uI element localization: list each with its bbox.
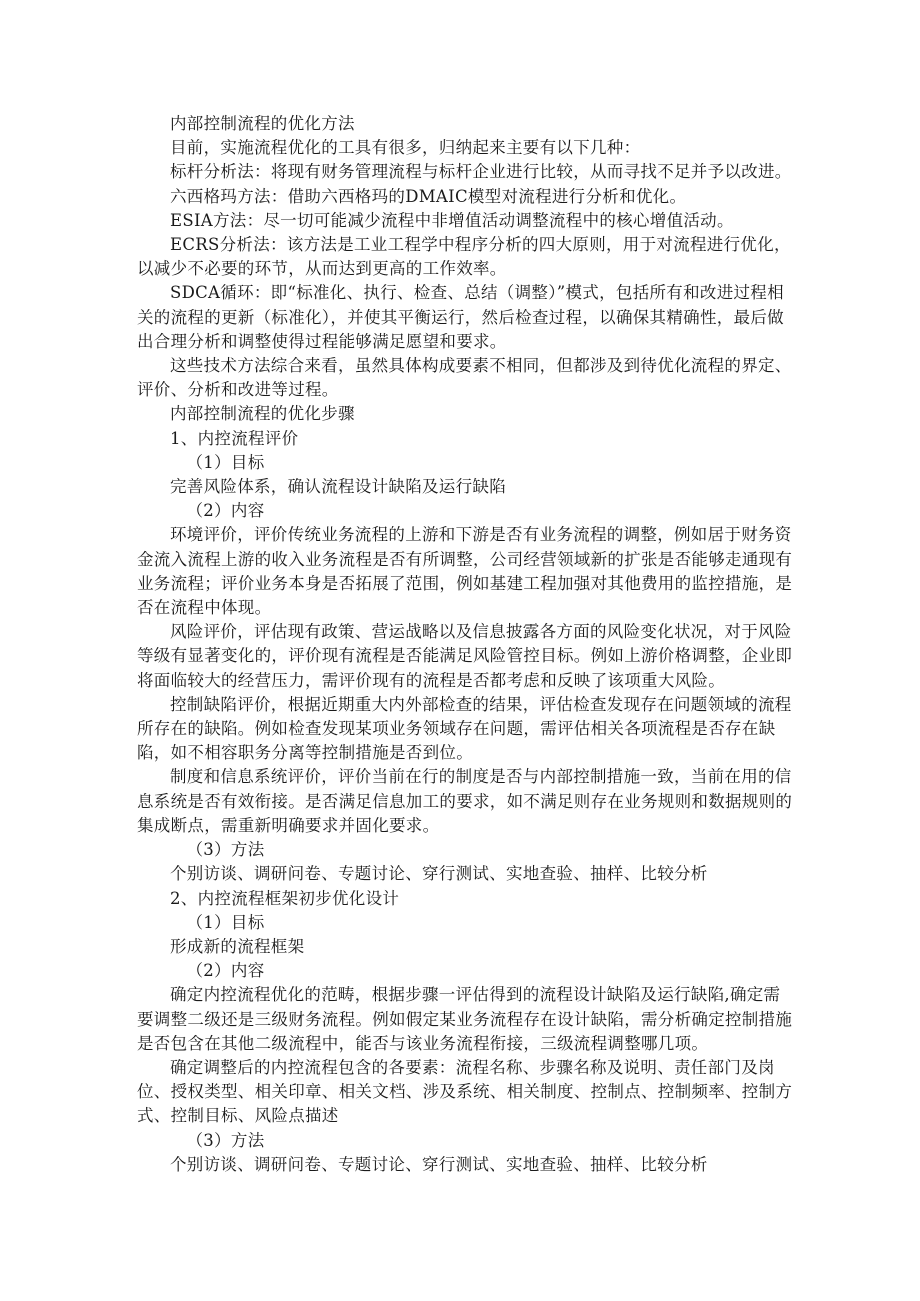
paragraph-sdca: SDCA循环：即“标准化、执行、检查、总结（调整）”模式，包括所有和改进过程相关的流程的更新（标准化），并使其平衡运行，然后检查过程，以确保其精确性，最后做出合理分析和调整使得过程能够满足愿望和要求。 <box>137 283 784 351</box>
document-body <box>137 112 797 1177</box>
step2-method-label: （3）方法 <box>186 1130 265 1150</box>
step2-paragraph-elements: 确定调整后的内控流程包含的各要素：流程名称、步骤名称及说明、责任部门及岗位、授权类型、相关印章、相关文档、涉及系统、相关制度、控制点、控制频率、控制方式、控制目标、风险点描述 <box>137 1057 793 1126</box>
step2-paragraph-scope: 确定内控流程优化的范畴，根据步骤一评估得到的流程设计缺陷及运行缺陷,确定需要调整二级还是三级财务流程。例如假定某业务流程存在设计缺陷，需分析确定控制措施是否包含在其他二级流程中，能否与该业务流程衔接，三级流程调整哪几项。 <box>137 985 793 1053</box>
step1-title: 1、内控流程评价 <box>170 428 299 448</box>
step2-goal-text: 形成新的流程框架 <box>170 936 305 956</box>
step1-goal-label: （1）目标 <box>186 452 265 472</box>
paragraph-esia: ESIA方法：尽一切可能减少流程中非增值活动调整流程中的核心增值活动。 <box>170 210 734 230</box>
step1-method-text: 个别访谈、调研问卷、专题讨论、穿行测试、实地查验、抽样、比较分析 <box>170 864 708 884</box>
step2-content-label: （2）内容 <box>186 961 265 981</box>
paragraph-benchmark: 标杆分析法：将现有财务管理流程与标杆企业进行比较，从而寻找不足并予以改进。 <box>170 162 792 182</box>
step2-title: 2、内控流程框架初步优化设计 <box>170 888 400 908</box>
step2-method-text: 个别访谈、调研问卷、专题讨论、穿行测试、实地查验、抽样、比较分析 <box>170 1154 708 1174</box>
step1-goal-text: 完善风险体系，确认流程设计缺陷及运行缺陷 <box>170 477 506 497</box>
step1-paragraph-risk: 风险评价，评估现有政策、营运战略以及信息披露各方面的风险变化状况，对于风险等级有显著变化的，评价现有流程是否能满足风险管控目标。例如上游价格调整，企业即将面临较大的经营压力，需评价现有的流程是否都考虑和反映了该项重大风险。 <box>137 622 793 690</box>
step1-paragraph-defect: 控制缺陷评价，根据近期重大内外部检查的结果，评估检查发现存在问题领域的流程所存在的缺陷。例如检查发现某项业务领域存在问题，需评估相关各项流程是否存在缺陷，如不相容职务分离等控制措施是否到位。 <box>137 694 792 763</box>
paragraph-summary: 这些技术方法综合来看，虽然具体构成要素不相同，但都涉及到待优化流程的界定、评价、分析和改进等过程。 <box>137 356 792 400</box>
paragraph-ecrs: ECRS分析法：该方法是工业工程学中程序分析的四大原则，用于对流程进行优化，以减少不必要的环节，从而达到更高的工作效率。 <box>137 235 791 279</box>
step1-method-label: （3）方法 <box>186 840 265 860</box>
paragraph-six-sigma: 六西格玛方法：借助六西格玛的DMAIC模型对流程进行分析和优化。 <box>170 186 687 206</box>
step1-paragraph-environment: 环境评价，评价传统业务流程的上游和下游是否有业务流程的调整，例如居于财务资金流入流程上游的收入业务流程是否有所调整，公司经营领域新的扩张是否能够走通现有业务流程；评价业务本身是否拓展了范围，例如基建工程加强对其他费用的监控措施，是否在流程中体现。 <box>137 525 793 618</box>
section-title-steps: 内部控制流程的优化步骤 <box>170 404 355 424</box>
paragraph-intro: 目前，实施流程优化的工具有很多，归纳起来主要有以下几种： <box>170 138 641 158</box>
section-title-methods: 内部控制流程的优化方法 <box>170 114 355 133</box>
step1-paragraph-system: 制度和信息系统评价，评价当前在行的制度是否与内部控制措施一致，当前在用的信息系统是否有效衔接。是否满足信息加工的要求，如不满足则存在业务规则和数据规则的集成断点，需重新明确要求并固化要求。 <box>137 767 793 835</box>
step1-content-label: （2）内容 <box>186 501 265 521</box>
step2-goal-label: （1）目标 <box>186 912 265 932</box>
